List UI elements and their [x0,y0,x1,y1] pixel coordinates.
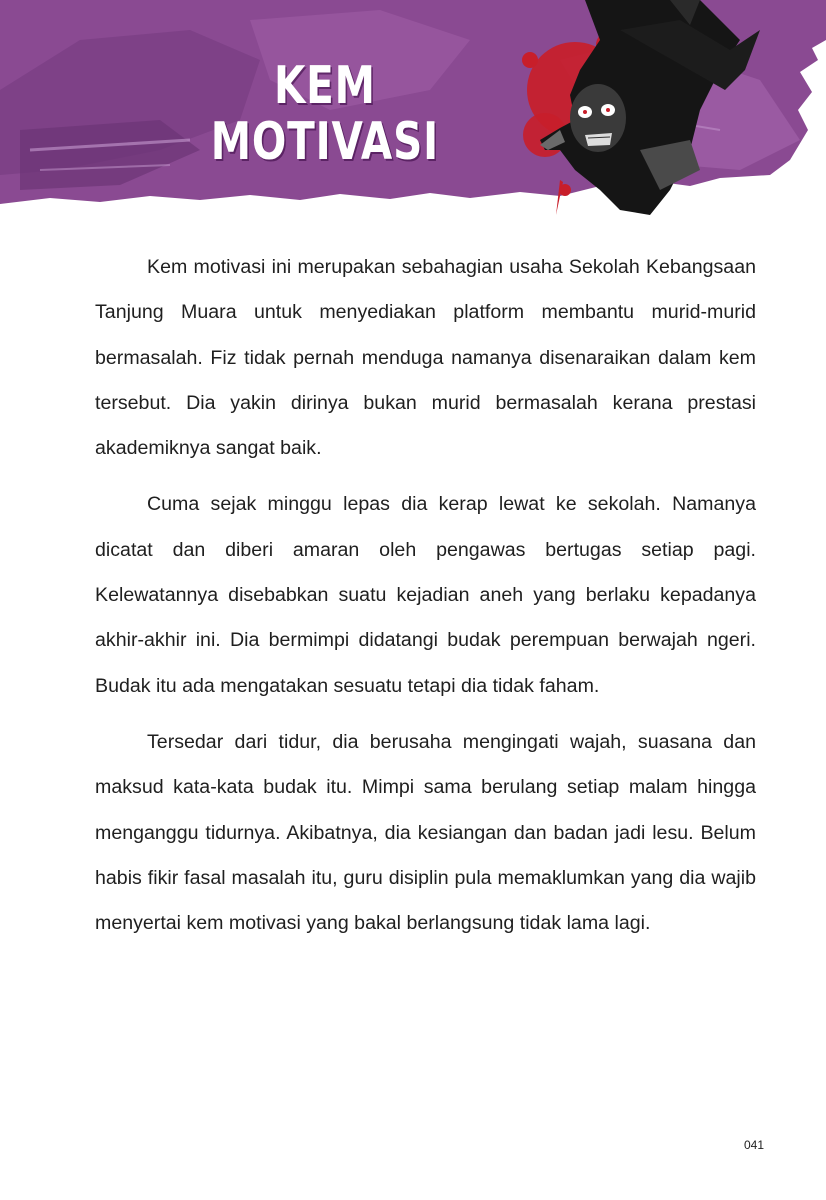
page-number: 041 [744,1138,765,1152]
paragraph-1: Kem motivasi ini merupakan sebahagian usaha Sekolah Kebangsaan Tanjung Muara untuk menyediakan platform membantu murid-murid bermasalah. Fiz tidak pernah menduga namanya disenaraikan dalam kem tersebut. Dia yakin dirinya bukan murid bermasalah kerana prestasi akademiknya sangat baik. [95,256,756,460]
title-line-2: MOTIVASI [210,112,439,172]
header-banner [0,0,826,230]
paragraph-3: Tersedar dari tidur, dia berusaha mengingati wajah, suasana dan maksud kata-kata budak itu. Mimpi sama berulang setiap malam hingga menganggu tidurnya. Akibatnya, dia kesiangan dan badan jadi lesu. Belum habis fikir fasal masalah itu, guru disiplin pula memaklumkan yang dia wajib menyertai kem motivasi yang bakal berlangsung tidak lama lagi. [95,730,756,935]
page-title [91,58,559,170]
paragraph-2: Cuma sejak minggu lepas dia kerap lewat ke sekolah. Namanya dicatat dan diberi amaran oleh pengawas bertugas setiap pagi. Kelewatannya disebabkan suatu kejadian aneh yang berlaku kepadanya akhir-akhir ini. Dia bermimpi didatangi budak perempuan berwajah ngeri. Budak itu ada mengatakan sesuatu tetapi dia tidak faham. [95,493,756,697]
title-line-1: KEM [273,56,376,116]
body-text [95,245,756,957]
